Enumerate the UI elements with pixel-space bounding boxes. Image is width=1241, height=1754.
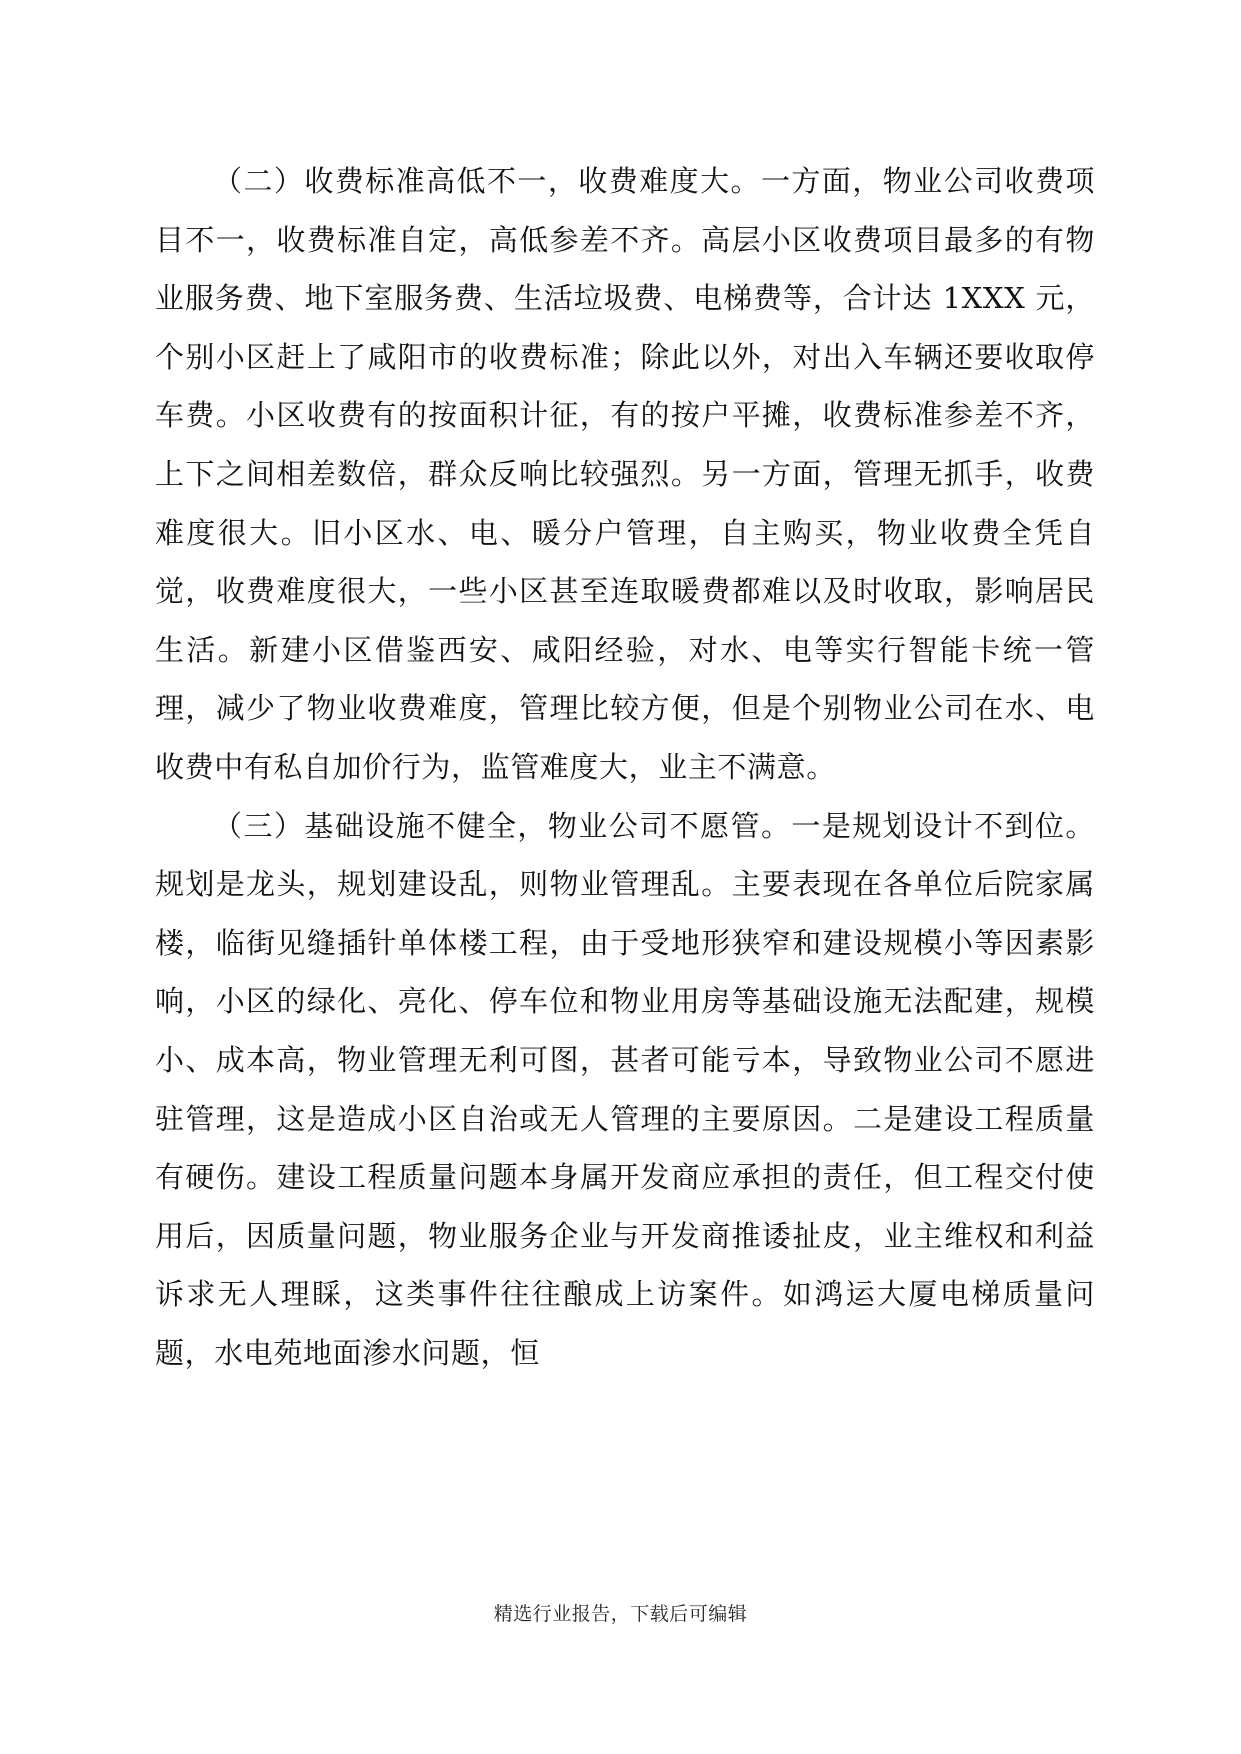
page-footer: 精选行业报告，下载后可编辑 xyxy=(493,1603,748,1625)
paragraph-fee-standards: （二）收费标准高低不一，收费难度大。一方面，物业公司收费项目不一，收费标准自定，高低参差不齐。高层小区收费项目最多的有物业服务费、地下室服务费、生活垃圾费、电梯费等，合计达 1XXX 元，个别小区赶上了咸阳市的收费标准；除此以外，对出入车辆还要收取停车费。小区收费有的按面积计征，有的按户平摊，收费标准参差不齐，上下之间相差数倍，群众反响比较强烈。另一方面，管理无抓手，收费难度很大。旧小区水、电、暖分户管理，自主购买，物业收费全凭自觉，收费难度很大，一些小区甚至连取暖费都难以及时收取，影响居民生活。新建小区借鉴西安、咸阳经验，对水、电等实行智能卡统一管理，减少了物业收费难度，管理比较方便，但是个别物业公司在水、电收费中有私自加价行为，监管难度大，业主不满意。 xyxy=(155,164,1095,784)
paragraph-infrastructure: （三）基础设施不健全，物业公司不愿管。一是规划设计不到位。规划是龙头，规划建设乱，则物业管理乱。主要表现在各单位后院家属楼，临街见缝插针单体楼工程，由于受地形狭窄和建设规模小等因素影响，小区的绿化、亮化、停车位和物业用房等基础设施无法配建，规模小、成本高，物业管理无利可图，甚者可能亏本，导致物业公司不愿进驻管理，这是造成小区自治或无人管理的主要原因。二是建设工程质量有硬伤。建设工程质量问题本身属开发商应承担的责任，但工程交付使用后，因质量问题，物业服务企业与开发商推诿扯皮，业主维权和利益诉求无人理睬，这类事件往往酿成上访案件。如鸿运大厦电梯质量问题，水电苑地面渗水问题，恒 xyxy=(155,808,1095,1370)
document-body xyxy=(155,152,1095,1382)
